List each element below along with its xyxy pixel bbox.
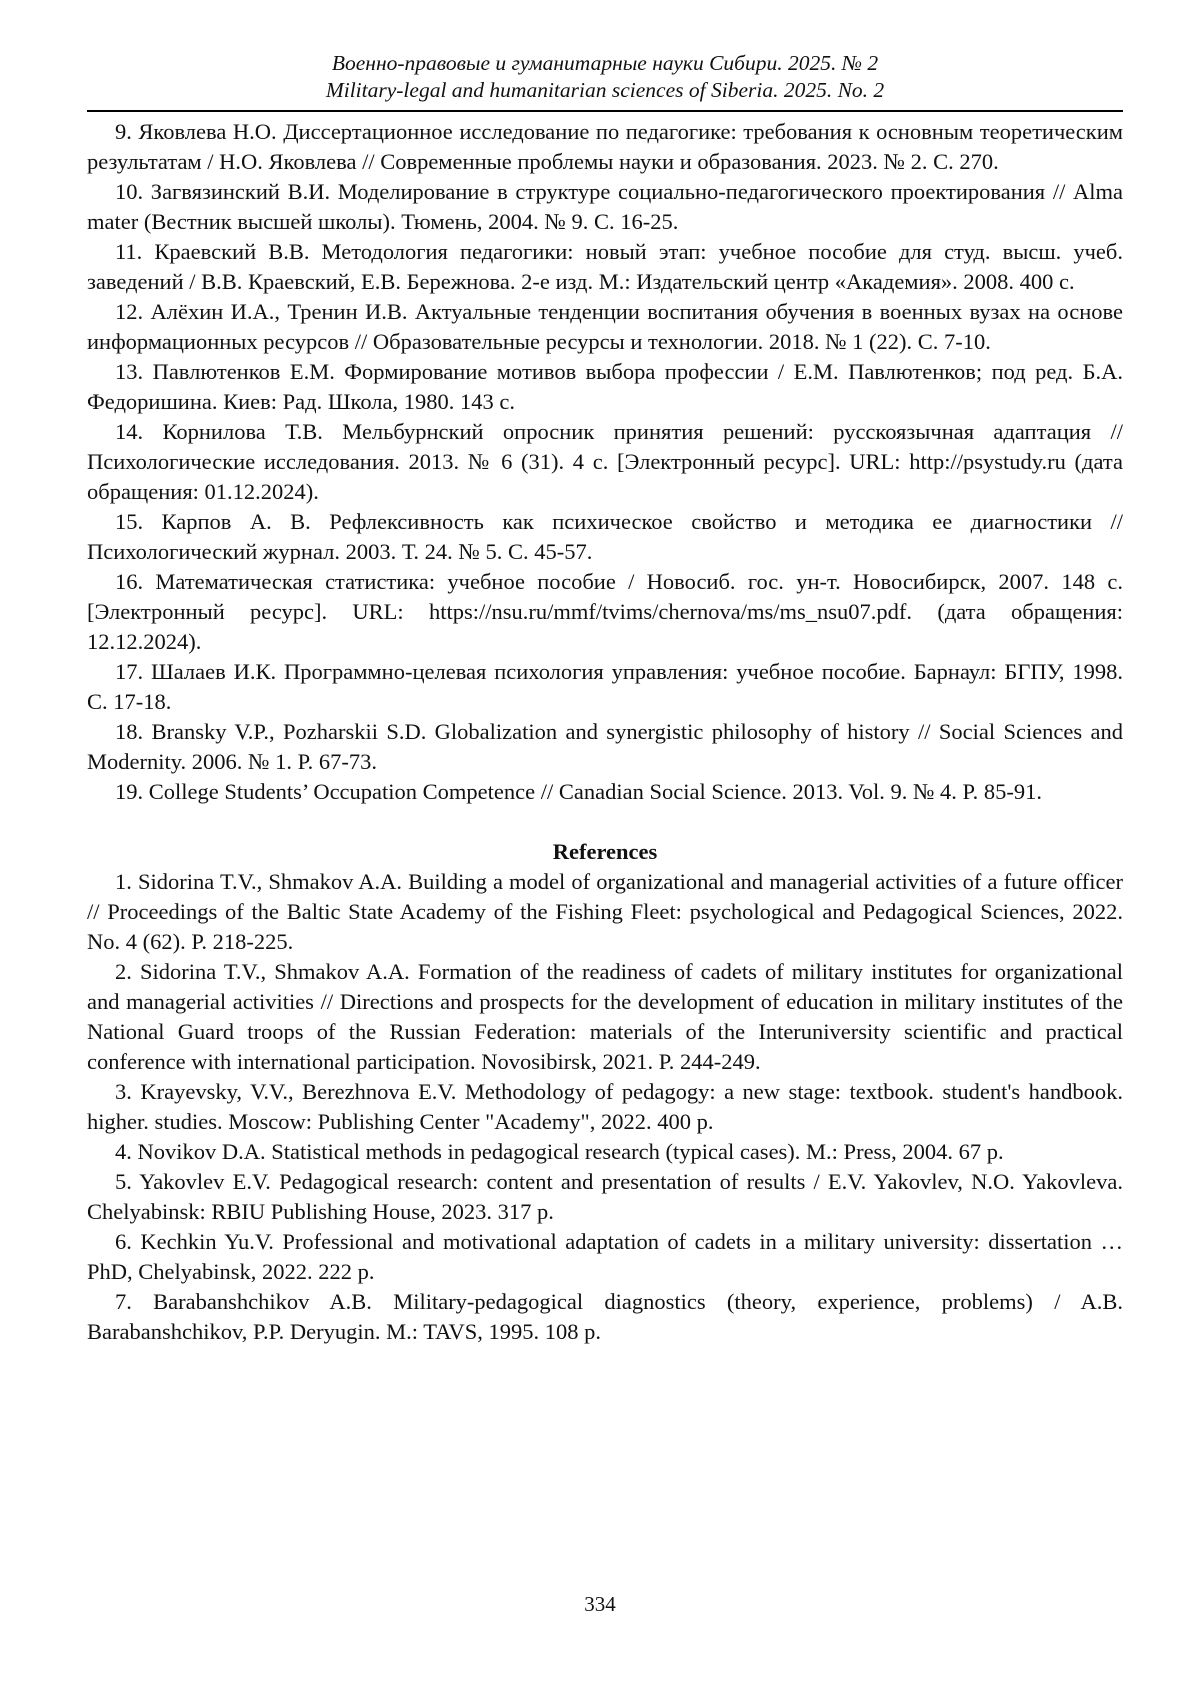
reference-item: 18. Bransky V.P., Pozharskii S.D. Globalization and synergistic philosophy of history // Social Sciences and Modernity. 2006. № 1. P. 67-73.	[87, 719, 1123, 774]
reference-item: 4. Novikov D.A. Statistical methods in pedagogical research (typical cases). M.: Press, 2004. 67 p.	[115, 1139, 1004, 1164]
header-divider	[87, 110, 1123, 112]
reference-item: 11. Краевский В.В. Методология педагогики: новый этап: учебное пособие для студ. высш. учеб. заведений / В.В. Краевский, Е.В. Бережнова. 2-е изд. М.: Издательский центр «Академия». 2008. 400 с.	[87, 239, 1123, 294]
reference-item: 14. Корнилова Т.В. Мельбурнский опросник принятия решений: русскоязычная адаптация // Психологические исследования. 2013. № 6 (31). 4 с. [Электронный ресурс]. URL: http://psystudy.ru (дата обращения: 01.12.2024).	[87, 419, 1123, 504]
reference-item: 5. Yakovlev E.V. Pedagogical research: content and presentation of results / E.V. Yakovlev, N.O. Yakovleva. Chelyabinsk: RBIU Publishing House, 2023. 317 p.	[87, 1169, 1123, 1224]
page-number: 334	[584, 1592, 616, 1616]
reference-item: 1. Sidorina T.V., Shmakov A.A. Building a model of organizational and managerial activities of a future officer // Proceedings of the Baltic State Academy of the Fishing Fleet: psychological and Pedagogical Sciences, 2022. No. 4 (62). P. 218-225.	[87, 869, 1123, 954]
running-header	[87, 50, 1123, 104]
reference-item: 7. Barabanshchikov A.B. Military-pedagogical diagnostics (theory, experience, problems) / A.B. Barabanshchikov, P.P. Deryugin. M.: TAVS, 1995. 108 p.	[87, 1289, 1123, 1344]
reference-item: 6. Kechkin Yu.V. Professional and motivational adaptation of cadets in a military university: dissertation … PhD, Chelyabinsk, 2022. 222 p.	[87, 1229, 1123, 1284]
reference-item: 17. Шалаев И.К. Программно-целевая психология управления: учебное пособие. Барнаул: БГПУ, 1998. С. 17-18.	[87, 659, 1123, 714]
header-line-english: Military-legal and humanitarian sciences of Siberia. 2025. No. 2	[325, 78, 885, 102]
reference-item: 19. College Students’ Occupation Competence // Canadian Social Science. 2013. Vol. 9. № 4. P. 85-91.	[115, 779, 1042, 804]
reference-item: 2. Sidorina T.V., Shmakov A.A. Formation of the readiness of cadets of military institutes for organizational and managerial activities // Directions and prospects for the development of education in military institutes of the National Guard troops of the Russian Federation: materials of the Interuniversity scientific and practical conference with international participation. Novosibirsk, 2021. P. 244-249.	[87, 959, 1123, 1074]
section-gap	[87, 807, 1123, 837]
reference-item: 9. Яковлева Н.О. Диссертационное исследование по педагогике: требования к основным теоретическим результатам / Н.О. Яковлева // Современные проблемы науки и образования. 2023. № 2. С. 270.	[87, 119, 1123, 174]
reference-item: 13. Павлютенков Е.М. Формирование мотивов выбора профессии / Е.М. Павлютенков; под ред. Б.А. Федоришина. Киев: Рад. Школа, 1980. 143 с.	[87, 359, 1123, 414]
english-reference-list	[87, 867, 1123, 1347]
reference-item: 15. Карпов А. В. Рефлексивность как психическое свойство и методика ее диагностики // Психологический журнал. 2003. Т. 24. № 5. С. 45-57.	[87, 509, 1123, 564]
russian-reference-list	[87, 117, 1123, 807]
references-content	[87, 117, 1123, 1347]
reference-item: 16. Математическая статистика: учебное пособие / Новосиб. гос. ун-т. Новосибирск, 2007. 148 с. [Электронный ресурс]. URL: https://nsu.ru/mmf/tvims/chernova/ms/ms_nsu07.pdf. (дата обращения: 12.12.2024).	[87, 569, 1123, 654]
reference-item: 10. Загвязинский В.И. Моделирование в структуре социально-педагогического проектирования // Alma mater (Вестник высшей школы). Тюмень, 2004. № 9. С. 16-25.	[87, 179, 1123, 234]
references-heading: References	[552, 839, 658, 864]
reference-item: 3. Krayevsky, V.V., Berezhnova E.V. Methodology of pedagogy: a new stage: textbook. student's handbook. higher. studies. Moscow: Publishing Center "Academy", 2022. 400 p.	[87, 1079, 1123, 1134]
reference-item: 12. Алёхин И.А., Тренин И.В. Актуальные тенденции воспитания обучения в военных вузах на основе информационных ресурсов // Образовательные ресурсы и технологии. 2018. № 1 (22). С. 7-10.	[87, 299, 1123, 354]
header-line-russian: Военно-правовые и гуманитарные науки Сибири. 2025. № 2	[331, 51, 879, 75]
